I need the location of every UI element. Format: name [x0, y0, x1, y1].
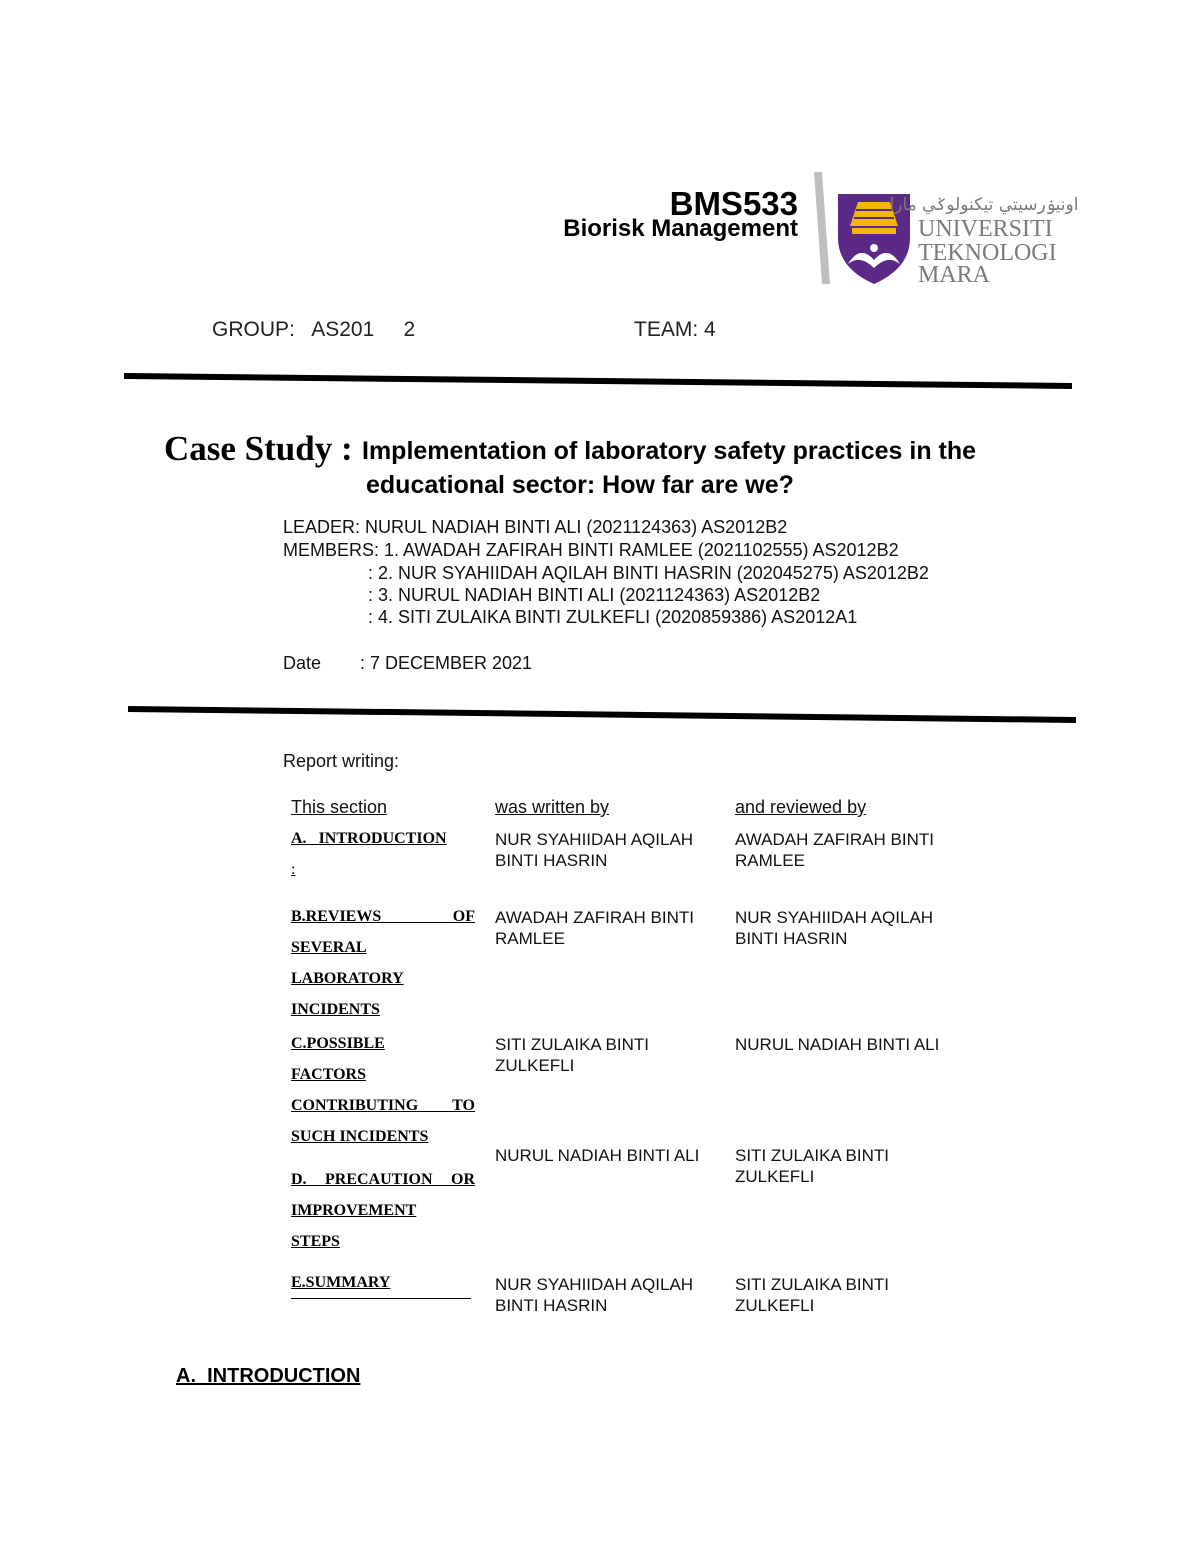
table-row-section [291, 1268, 471, 1299]
group-label: GROUP: [212, 318, 295, 341]
table-cell-written-by: AWADAH ZAFIRAH BINTI RAMLEE [495, 908, 694, 948]
team-line [634, 317, 716, 343]
column-header-section: This section [291, 797, 388, 817]
course-title: Biorisk Management [563, 215, 798, 242]
case-study-label: Case Study : [164, 429, 353, 468]
table-cell-reviewed-by: AWADAH ZAFIRAH BINTI RAMLEE [735, 830, 934, 870]
section-line: SEVERAL [291, 939, 367, 956]
members-label: MEMBERS: [283, 540, 380, 560]
team-value: 4 [704, 318, 716, 341]
group-value: AS201 [311, 318, 375, 341]
case-study-title-line1: Implementation of laboratory safety practices in the [362, 437, 977, 465]
section-suffix: : [291, 861, 296, 878]
table-row-section [291, 1164, 475, 1257]
table-row-section [291, 823, 475, 885]
introduction-heading: A. INTRODUCTION [176, 1365, 361, 1387]
divider-top [0, 366, 1200, 396]
section-name: INTRODUCTION [318, 830, 447, 847]
section-line: CONTRIBUTING TO [291, 1097, 475, 1114]
section-line: FACTORS [291, 1066, 366, 1083]
logo-divider [814, 172, 830, 284]
university-name-line2: TEKNOLOGI [918, 240, 1057, 266]
table-cell-reviewed-by: SITI ZULAIKA BINTI ZULKEFLI [735, 1275, 889, 1315]
university-arabic-name: اونيۏرسيتي تيكنولوݢي مارا [889, 195, 1079, 215]
section-prefix: A. [291, 830, 307, 847]
section-line: D. PRECAUTION OR [291, 1171, 475, 1188]
divider-bottom [0, 698, 1200, 728]
table-row-section [291, 901, 475, 1025]
team-label: TEAM: [634, 318, 699, 341]
university-name-line1: UNIVERSITI [918, 216, 1053, 242]
column-header-written-by: was written by [495, 797, 610, 817]
member-item: 1. AWADAH ZAFIRAH BINTI RAMLEE (2021102555) AS2012B2 [384, 540, 899, 560]
university-name-line3: MARA [918, 262, 991, 288]
table-cell-written-by: NUR SYAHIIDAH AQILAH BINTI HASRIN [495, 1275, 694, 1315]
table-cell-reviewed-by: NURUL NADIAH BINTI ALI [735, 1035, 940, 1054]
column-header-reviewed-by: and reviewed by [735, 797, 867, 817]
table-row-section [291, 1028, 475, 1152]
date-label: Date [283, 653, 322, 673]
section-line: INCIDENTS [291, 1001, 380, 1018]
section-line: SUCH INCIDENTS [291, 1128, 429, 1145]
report-writing-label: Report writing: [283, 751, 400, 771]
uitm-logo [808, 168, 1079, 290]
group-line [212, 317, 415, 343]
table-cell-reviewed-by: NUR SYAHIIDAH AQILAH BINTI HASRIN [735, 908, 934, 948]
table-cell-written-by: NURUL NADIAH BINTI ALI [495, 1146, 700, 1165]
members-line-1 [283, 539, 899, 561]
member-item: : 2. NUR SYAHIIDAH AQILAH BINTI HASRIN (202045275) AS2012B2 [368, 563, 929, 583]
case-study-title-line2: educational sector: How far are we? [366, 471, 794, 499]
member-item: : 3. NURUL NADIAH BINTI ALI (2021124363) AS2012B2 [368, 585, 821, 605]
course-code: BMS533 [669, 185, 798, 222]
table-cell-written-by: SITI ZULAIKA BINTI ZULKEFLI [495, 1035, 649, 1075]
section-line: E.SUMMARY [291, 1274, 391, 1291]
section-line: B.REVIEWS OF [291, 908, 475, 925]
section-line: IMPROVEMENT [291, 1202, 417, 1219]
date-value: : 7 DECEMBER 2021 [360, 653, 533, 673]
section-line: LABORATORY [291, 970, 404, 987]
section-line: STEPS [291, 1233, 340, 1250]
table-cell-written-by: NUR SYAHIIDAH AQILAH BINTI HASRIN [495, 830, 694, 870]
group-number: 2 [403, 318, 416, 341]
table-cell-reviewed-by: SITI ZULAIKA BINTI ZULKEFLI [735, 1146, 889, 1186]
member-item: : 4. SITI ZULAIKA BINTI ZULKEFLI (2020859386) AS2012A1 [368, 607, 858, 627]
section-line: C.POSSIBLE [291, 1035, 385, 1052]
leader-line: LEADER: NURUL NADIAH BINTI ALI (2021124363) AS2012B2 [283, 517, 788, 537]
